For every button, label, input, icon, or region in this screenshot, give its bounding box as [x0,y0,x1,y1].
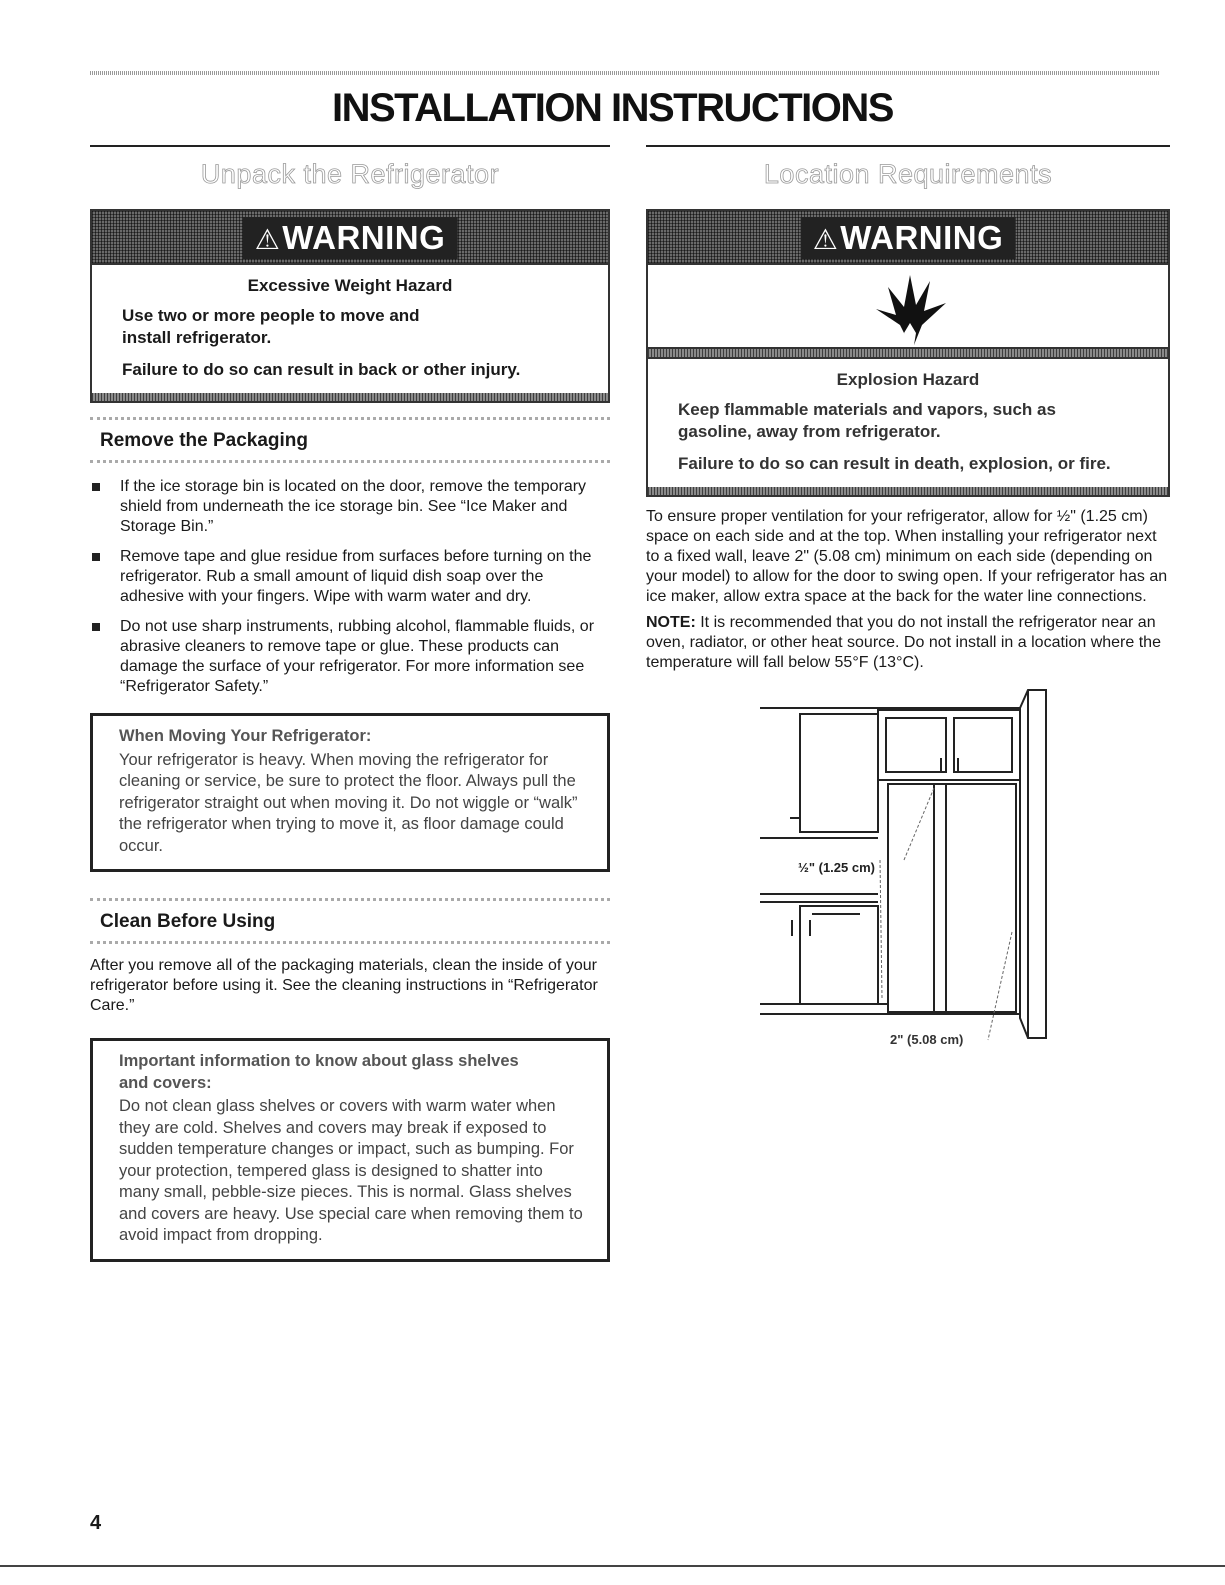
note-paragraph [646,613,1170,673]
clearance-diagram [758,688,1058,1058]
explosion-icon [870,267,950,347]
moving-refrigerator-box [90,713,610,872]
warning-label: ⚠WARNING [243,217,458,259]
note-label: NOTE: [646,614,696,631]
warning-consequence: Failure to do so can result in back or other injury. [122,360,521,379]
left-column [90,145,610,1262]
glass-box-text: Do not clean glass shelves or covers with warm water when they are cold. Shelves and covers may break if exposed to sudden temperature changes or impact, such as bumping. For your protection, tempered glass is designed to shatter into many small, pebble-size pieces. This is normal. Glass shelves and covers are heavy. Use special care when removing them to avoid impact from dropping. [119,1097,583,1244]
glass-box-title: Important information to know about glass shelves and covers: [119,1052,519,1092]
heading-remove-packaging: Remove the Packaging [90,417,610,463]
warning-triangle-icon: ⚠ [254,224,281,255]
warning-instruction: Use two or more people to move and install refrigerator. [122,306,420,347]
top-dotted-rule [90,71,1160,75]
location-text [646,507,1170,673]
warning-body [92,265,608,393]
diagram-label-two-inch: 2" (5.08 cm) [890,1032,964,1047]
warning-box-weight [90,209,610,403]
section-title-unpack: Unpack the Refrigerator [200,159,500,189]
right-column [646,145,1170,679]
bottom-rule [0,1565,1225,1567]
warning-bottom-band [648,487,1168,495]
column-rule [646,145,1170,147]
packaging-list [90,477,610,697]
explosion-symbol-area [648,265,1168,349]
warning-mid-band [648,349,1168,359]
warning-banner [92,211,608,265]
moving-box-title: When Moving Your Refrigerator: [119,727,372,745]
heading-clean-before-using: Clean Before Using [90,898,610,944]
clean-text: After you remove all of the packaging materials, clean the inside of your refrigerator before using it. See the cleaning instructions in “Refrigerator Care.” [90,957,598,1014]
moving-box-text: Your refrigerator is heavy. When moving the refrigerator for cleaning or service, be sure to protect the floor. Always pull the refrigerator straight out when moving it. Do not wiggle or “walk” the refrigerator when trying to move it, as floor damage could occur. [119,750,578,855]
warning-instruction: Keep flammable materials and vapors, such as gasoline, away from refrigerator. [678,400,1056,441]
hazard-title: Explosion Hazard [836,370,980,389]
warning-bottom-band [92,393,608,401]
column-rule [90,145,610,147]
list-item: Remove tape and glue residue from surfaces before turning on the refrigerator. Rub a small amount of liquid dish soap over the adhesive with your fingers. Wipe with warm water and dry. [90,547,610,607]
warning-box-explosion [646,209,1170,497]
diagram-label-half-inch: ½" (1.25 cm) [798,860,875,875]
section-title-location: Location Requirements [763,159,1053,189]
note-text: It is recommended that you do not install the refrigerator near an oven, radiator, or other heat source. Do not install in a location where the temperature will fall below 55°F (13°C). [646,614,1161,671]
ventilation-paragraph: To ensure proper ventilation for your refrigerator, allow for ½" (1.25 cm) space on each side and at the top. When installing your refrigerator next to a fixed wall, leave 2" (5.08 cm) minimum on each side (depending on your model) to allow for the door to swing open. If your refrigerator has an ice maker, allow extra space at the back for the water line connections. [646,508,1168,605]
warning-label: ⚠WARNING [801,217,1016,259]
page-title: INSTALLATION INSTRUCTIONS [332,86,893,130]
warning-consequence: Failure to do so can result in death, explosion, or fire. [678,454,1111,473]
hazard-title: Excessive Weight Hazard [247,276,453,295]
warning-banner [648,211,1168,265]
warning-body [648,359,1168,487]
glass-shelves-box [90,1038,610,1262]
list-item: Do not use sharp instruments, rubbing alcohol, flammable fluids, or abrasive cleaners to remove tape or glue. These products can damage the surface of your refrigerator. For more information see “Refrigerator Safety.” [90,617,610,697]
list-item: If the ice storage bin is located on the door, remove the temporary shield from underneath the ice storage bin. See “Ice Maker and Storage Bin.” [90,477,610,537]
page-number: 4 [90,1512,102,1534]
warning-triangle-icon: ⚠ [812,224,839,255]
